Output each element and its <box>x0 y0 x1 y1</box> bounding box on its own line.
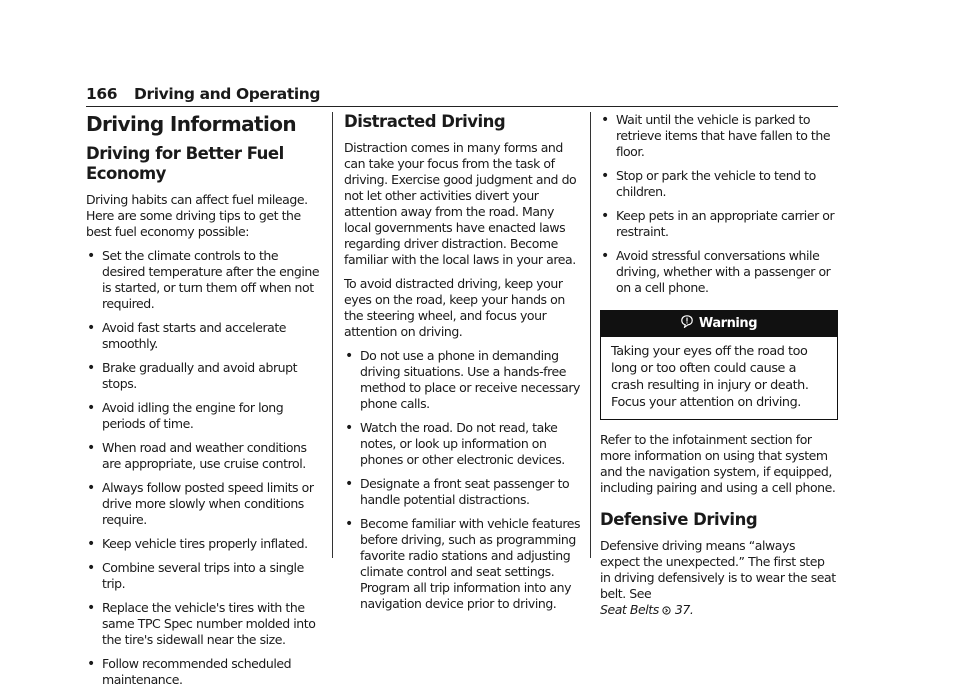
list-item: • Avoid stressful conversations while driving, whether with a passenger or on a cell phone. <box>600 248 838 296</box>
paragraph: Distraction comes in many forms and can take your focus from the task of driving. Exercise good judgment and do not let other activities divert your attention away from the road. Many local governments have enacted laws regarding driver distraction. Become familiar with the local laws in your area. <box>344 140 577 267</box>
section-title: Driving and Operating <box>134 85 321 103</box>
list-item: • Avoid fast starts and accelerate smoothly. <box>86 320 324 352</box>
list-item: • Always follow posted speed limits or drive more slowly when conditions require. <box>86 480 324 528</box>
paragraph: Driving habits can affect fuel mileage. Here are some driving tips to get the best fuel economy possible: <box>86 192 308 239</box>
list-item: • Set the climate controls to the desired temperature after the engine is started, or turn them off when not required. <box>86 248 324 312</box>
list-item: • Keep pets in an appropriate carrier or restraint. <box>600 208 838 240</box>
warning-text: Taking your eyes off the road too long or too often could cause a crash resulting in injury or death. Focus your attention on driving. <box>611 344 809 410</box>
list-item: • Brake gradually and avoid abrupt stops. <box>86 360 324 392</box>
paragraph-text: Defensive driving means “always expect the unexpected.” The first step in driving defensively is to wear the seat belt. See <box>600 538 836 601</box>
list-item: • Do not use a phone in demanding driving situations. Use a hands-free method to place or receive necessary phone calls. <box>344 348 582 412</box>
list-item: • Stop or park the vehicle to tend to children. <box>600 168 838 200</box>
page-ref-number: 37. <box>674 602 694 617</box>
column-divider <box>590 112 591 558</box>
list-item: • Follow recommended scheduled maintenance. <box>86 656 324 688</box>
warning-header <box>601 311 837 337</box>
section-heading: Defensive Driving <box>600 510 758 529</box>
page-header <box>86 84 838 107</box>
list-item: • Wait until the vehicle is parked to retrieve items that have fallen to the floor. <box>600 112 838 160</box>
section-heading: Driving for Better Fuel Economy <box>86 144 284 183</box>
column-divider <box>332 112 333 558</box>
page-number: 166 <box>86 85 118 103</box>
distraction-list <box>344 348 582 612</box>
distraction-list-continued <box>600 112 838 296</box>
chapter-title: Driving Information <box>86 112 297 136</box>
warning-box <box>600 310 838 420</box>
list-item: • Avoid idling the engine for long periods of time. <box>86 400 324 432</box>
list-item: • Combine several trips into a single trip. <box>86 560 324 592</box>
list-item: • When road and weather conditions are appropriate, use cruise control. <box>86 440 324 472</box>
warning-icon <box>681 311 693 337</box>
list-item: • Keep vehicle tires properly inflated. <box>86 536 324 552</box>
paragraph <box>600 538 838 618</box>
column-1 <box>86 112 324 696</box>
column-3 <box>600 112 838 626</box>
list-item: • Designate a front seat passenger to handle potential distractions. <box>344 476 582 508</box>
paragraph: To avoid distracted driving, keep your eyes on the road, keep your hands on the steering wheel, and focus your attention on driving. <box>344 276 565 339</box>
tips-list <box>86 248 324 688</box>
column-2 <box>344 112 582 620</box>
paragraph: Refer to the infotainment section for more information on using that system and the navigation system, if equipped, including pairing and using a cell phone. <box>600 432 836 495</box>
warning-label: Warning <box>698 316 758 331</box>
page-ref-icon <box>662 602 675 617</box>
section-heading: Distracted Driving <box>344 112 506 131</box>
list-item: • Replace the vehicle's tires with the same TPC Spec number molded into the tire's sidewall near the size. <box>86 600 324 648</box>
list-item: • Become familiar with vehicle features before driving, such as programming favorite radio stations and adjusting climate control and seat settings. Program all trip information into any navigation device prior to driving. <box>344 516 582 612</box>
seat-belts-link[interactable]: Seat Belts <box>600 602 659 617</box>
list-item: • Watch the road. Do not read, take notes, or look up information on phones or other electronic devices. <box>344 420 582 468</box>
